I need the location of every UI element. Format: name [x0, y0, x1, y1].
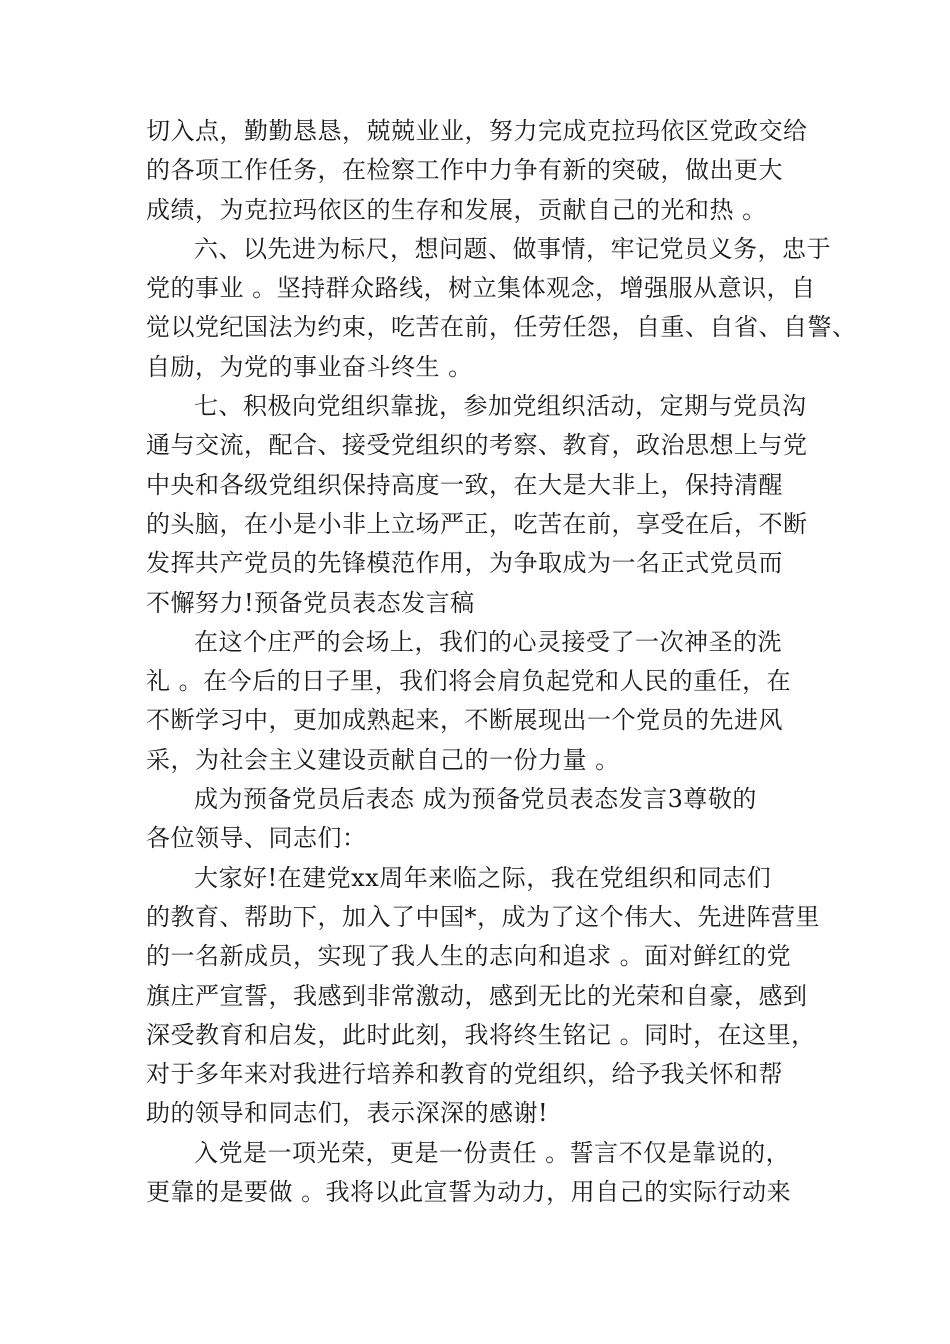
text-line: 大家好!在建党xx周年来临之际，我在党组织和同志们 — [194, 863, 772, 892]
text-line: 在这个庄严的会场上，我们的心灵接受了一次神圣的洗 — [194, 627, 782, 656]
text-line: 入党是一项光荣，更是一份责任 。誓言不仅是靠说的， — [194, 1138, 791, 1167]
text-line: 对于多年来对我进行培养和教育的党组织，给予我关怀和帮 — [146, 1060, 783, 1089]
text-line: 不懈努力!预备党员表态发言稿 — [146, 588, 475, 617]
text-line: 深受教育和启发，此时此刻，我将终生铭记 。同时，在这里， — [146, 1020, 816, 1049]
text-line: 助的领导和同志们，表示深深的感谢! — [146, 1099, 549, 1128]
text-line: 的一名新成员，实现了我人生的志向和追求 。面对鲜红的党 — [146, 942, 792, 971]
text-line: 觉以党纪国法为约束，吃苦在前，任劳任怨，自重、自省、自警、 — [146, 313, 857, 342]
text-line: 更靠的是要做 。我将以此宣誓为动力，用自己的实际行动来 — [146, 1178, 792, 1207]
document-body — [146, 112, 857, 1212]
text-line: 旗庄严宣誓，我感到非常激动，感到无比的光荣和自豪，感到 — [146, 981, 808, 1010]
text-line: 的教育、帮助下，加入了中国*，成为了这个伟大、先进阵营里 — [146, 902, 820, 931]
text-line: 六、以先进为标尺，想问题、做事情，牢记党员义务，忠于 — [194, 234, 831, 263]
text-line: 自励，为党的事业奋斗终生 。 — [146, 352, 473, 381]
text-line: 通与交流，配合、接受党组织的考察、教育，政治思想上与党 — [146, 431, 808, 460]
text-line: 礼 。在今后的日子里，我们将会肩负起党和人民的重任，在 — [146, 667, 792, 696]
text-line: 各位领导、同志们： — [146, 824, 367, 853]
text-line: 成为预备党员后表态 成为预备党员表态发言3尊敬的 — [194, 785, 757, 814]
text-line: 七、积极向党组织靠拢，参加党组织活动，定期与党员沟 — [194, 392, 807, 421]
text-line: 采，为社会主义建设贡献自己的一份力量 。 — [146, 745, 620, 774]
text-line: 不断学习中，更加成熟起来，不断展现出一个党员的先进风 — [146, 706, 783, 735]
text-line: 成绩，为克拉玛依区的生存和发展，贡献自己的光和热 。 — [146, 195, 767, 224]
text-line: 党的事业 。坚持群众路线，树立集体观念，增强服从意识，自 — [146, 274, 816, 303]
text-line: 切入点，勤勤恳恳，兢兢业业，努力完成克拉玛依区党政交给 — [146, 117, 808, 145]
text-line: 发挥共产党员的先锋模范作用，为争取成为一名正式党员而 — [146, 549, 783, 578]
text-line: 的头脑，在小是小非上立场严正，吃苦在前，享受在后，不断 — [146, 509, 808, 538]
text-line: 的各项工作任务，在检察工作中力争有新的突破，做出更大 — [146, 156, 783, 185]
text-line: 中央和各级党组织保持高度一致，在大是大非上，保持清醒 — [146, 470, 783, 499]
